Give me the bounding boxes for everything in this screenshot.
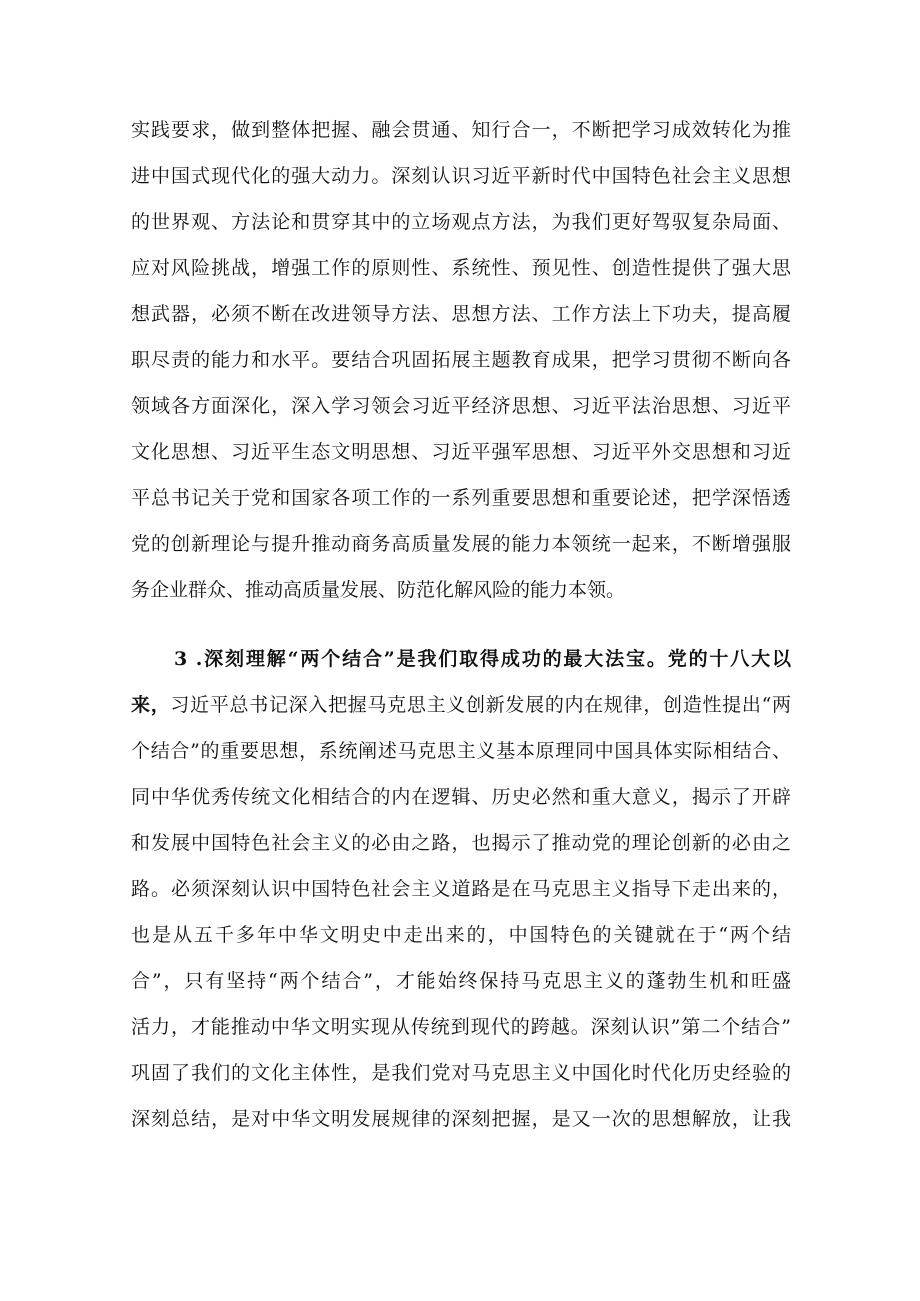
text-line: 合”，只有坚持“两个结合”，才能始终保持马克思主义的蓬勃生机和旺盛 — [131, 970, 791, 992]
text-line: 务企业群众、推动高质量发展、防范化解风险的能力本领。 — [131, 579, 626, 601]
text-line: 同中华优秀传统文化相结合的内在逻辑、历史必然和重大意义，揭示了开辟 — [131, 786, 791, 808]
text-line: 实践要求，做到整体把握、融会贯通、知行合一，不断把学习成效转化为推 — [131, 119, 791, 141]
text-line: 进中国式现代化的强大动力。深刻认识习近平新时代中国特色社会主义思想 — [131, 165, 791, 187]
text-line: 想武器，必须不断在改进领导方法、思想方法、工作方法上下功夫，提高履 — [131, 303, 791, 325]
text-line: 也是从五千多年中华文明史中走出来的，中国特色的关键就在于“两个结 — [131, 924, 791, 946]
text-line: 平总书记关于党和国家各项工作的一系列重要思想和重要论述，把学深悟透 — [131, 487, 791, 509]
text-line: 巩固了我们的文化主体性，是我们党对马克思主义中国化时代化历史经验的 — [131, 1062, 791, 1084]
text-line: 路。必须深刻认识中国特色社会主义道路是在马克思主义指导下走出来的， — [131, 878, 791, 900]
text-line: 的世界观、方法论和贯穿其中的立场观点方法，为我们更好驾驭复杂局面、 — [131, 211, 791, 233]
text-line — [131, 694, 791, 718]
heading-continuation: 来， — [131, 694, 171, 716]
text-line: 党的创新理论与提升推动商务高质量发展的能力本领统一起来，不断增强服 — [131, 533, 791, 555]
text-line: 个结合”的重要思想，系统阐述马克思主义基本原理同中国具体实际相结合、 — [131, 740, 791, 762]
text-line: 职尽责的能力和水平。要结合巩固拓展主题教育成果，把学习贯彻不断向各 — [131, 349, 791, 371]
text-line-rest: 习近平总书记深入把握马克思主义创新发展的内在规律，创造性提出“两 — [170, 694, 791, 716]
text-line: 文化思想、习近平生态文明思想、习近平强军思想、习近平外交思想和习近 — [131, 441, 791, 463]
section-heading: 3 .深刻理解“两个结合”是我们取得成功的最大法宝。党的十八大以 — [174, 648, 791, 670]
text-line: 活力，才能推动中华文明实现从传统到现代的跨越。深刻认识”第二个结合” — [131, 1016, 791, 1038]
text-line: 深刻总结，是对中华文明发展规律的深刻把握，是又一次的思想解放，让我 — [131, 1108, 791, 1130]
text-line: 领域各方面深化，深入学习领会习近平经济思想、习近平法治思想、习近平 — [131, 395, 791, 417]
text-line: 应对风险挑战，增强工作的原则性、系统性、预见性、创造性提供了强大思 — [131, 257, 791, 279]
text-line: 和发展中国特色社会主义的必由之路，也揭示了推动党的理论创新的必由之 — [131, 832, 791, 854]
